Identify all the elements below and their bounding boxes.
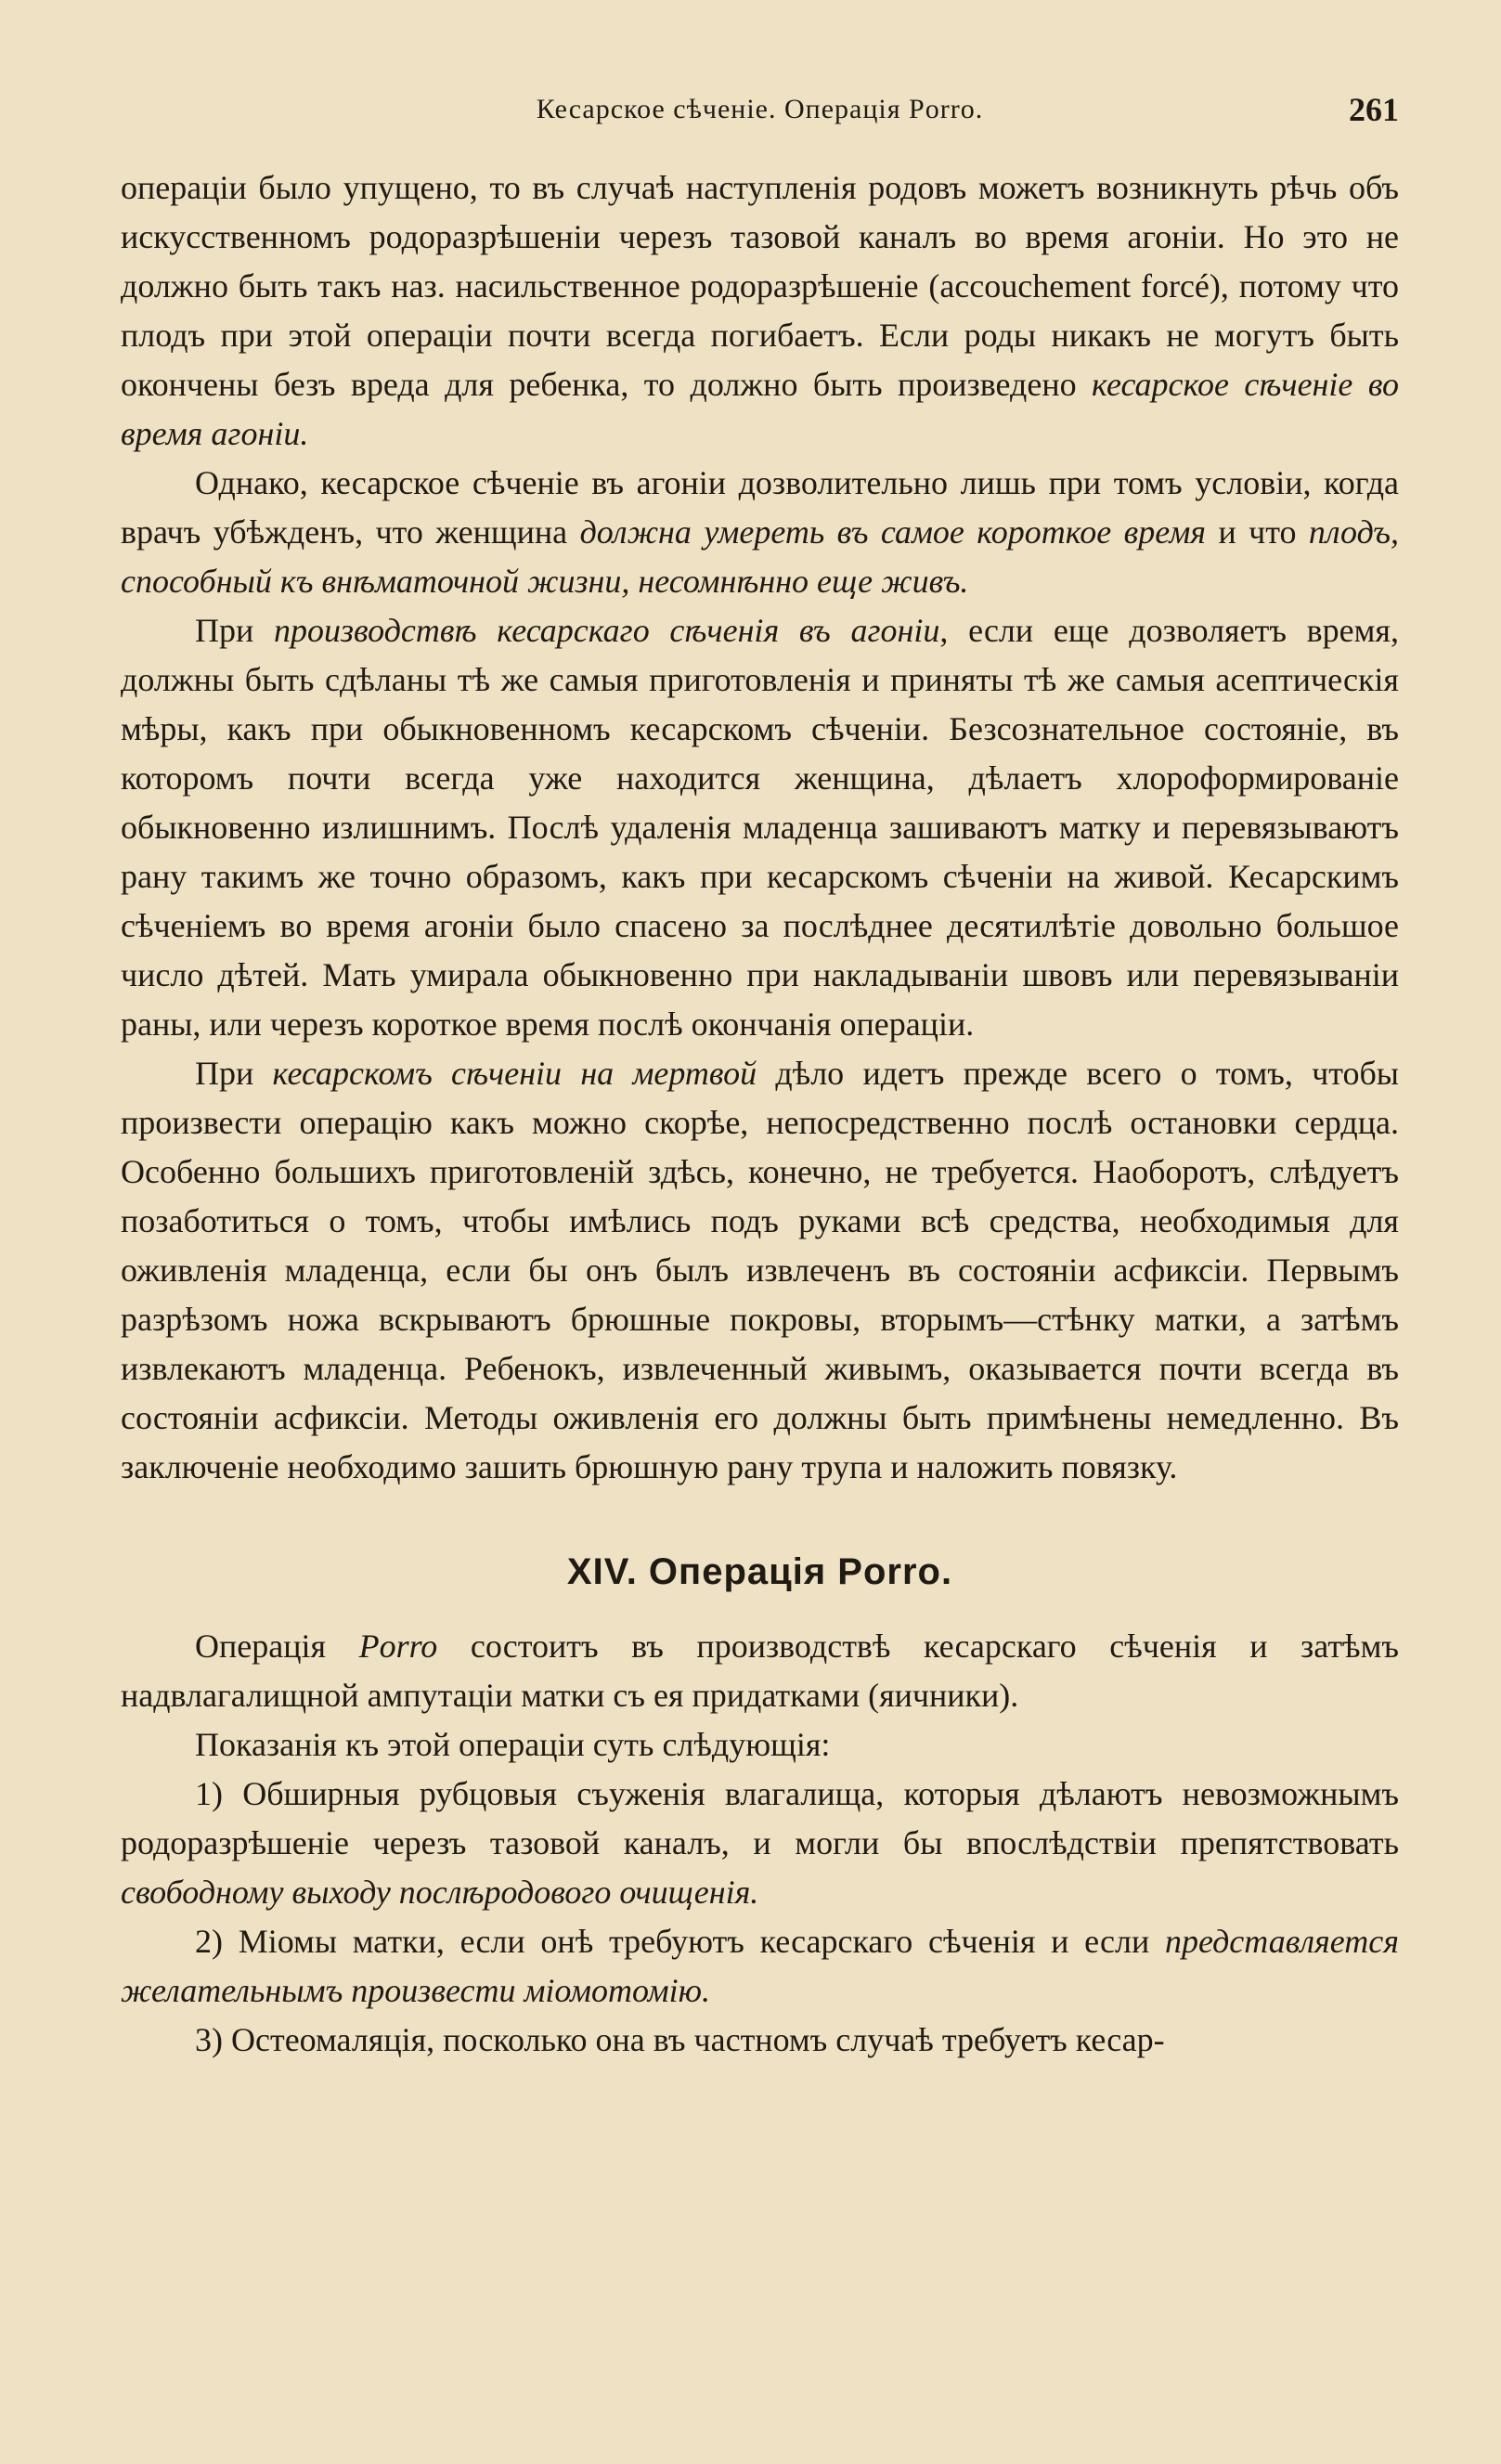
page-number: 261 [1349, 91, 1399, 128]
text-run: операціи было упущено, то въ случаѣ наступленія родовъ можетъ возникнуть рѣчь объ искусственномъ родоразрѣшеніи черезъ тазовой каналъ во время агоніи. Но это не должно быть такъ наз. насильственное родоразрѣшеніе (accouchement forcé), потому что плодъ при этой операціи почти всегда погибаетъ. Если роды никакъ не могутъ быть окончены безъ вреда для ребенка, то должно быть произведено [121, 169, 1399, 403]
text-run: , если еще дозволяетъ время, должны быть сдѣланы тѣ же самыя приготовленія и приняты тѣ же самыя асептическія мѣры, какъ при обыкновенномъ кесарскомъ сѣченіи. Безсознательное состояніе, въ которомъ почти всегда уже находится женщина, дѣлаетъ хлороформированіе обыкновенно излишнимъ. Послѣ удаленія младенца зашиваютъ матку и перевязываютъ рану такимъ же точно образомъ, какъ при кесарскомъ сѣченіи на живой. Кесарскимъ сѣченіемъ во время агоніи было спасено за послѣднее десятилѣтіе довольно большое число дѣтей. Мать умирала обыкновенно при накладываніи швовъ или перевязываніи раны, или черезъ короткое время послѣ окончанія операціи. [121, 612, 1399, 1043]
italic-run: представляется желательнымъ произвести міомотомію. [121, 1923, 1399, 2009]
section-paragraphs [121, 1622, 1399, 2065]
paragraph [121, 606, 1399, 1049]
text-run: 2) Міомы матки, если онѣ требуютъ кесарскаго сѣченія и если [195, 1923, 1166, 1960]
text-run: состоитъ въ производствѣ кесарскаго сѣченія и затѣмъ надвлагалищной ампутаціи матки съ ея придатками (яичники). [121, 1628, 1399, 1714]
text-run: Операція [195, 1628, 359, 1665]
text-run: 3) Остеомаляція, посколько она въ частномъ случаѣ требуетъ кесар- [195, 2021, 1165, 2058]
italic-run: производствѣ кесарскаго сѣченія въ агоніи [273, 612, 940, 649]
italic-run: кесарское сѣченіе во время агоніи. [121, 366, 1399, 452]
running-head [121, 84, 1399, 136]
text-run: Показанія къ этой операціи суть слѣдующія: [195, 1726, 831, 1763]
paragraph [121, 1917, 1399, 2016]
italic-run: плодъ, способный къ внѣматочной жизни, несомнѣнно еще живъ. [121, 513, 1399, 600]
text-run: При [195, 1055, 273, 1092]
text-run: Однако, кесарское сѣченіе въ агоніи дозволительно лишь при томъ условіи, когда врачъ убѣжденъ, что женщина [121, 464, 1399, 551]
paragraph [121, 1720, 1399, 1770]
paragraph [121, 459, 1399, 606]
page-body [121, 163, 1399, 2065]
paragraph [121, 1622, 1399, 1720]
paragraph [121, 1770, 1399, 1917]
paragraph [121, 163, 1399, 459]
text-run: При [195, 612, 274, 649]
italic-run: свободному выходу послѣродового очищенія. [121, 1874, 759, 1911]
italic-run: должна умереть въ самое короткое время [579, 513, 1207, 551]
text-run: 1) Обширныя рубцовыя съуженія влагалища, которыя дѣлаютъ невозможнымъ родоразрѣшеніе черезъ тазовой каналъ, и могли бы впослѣдствіи препятствовать [121, 1775, 1399, 1861]
italic-run: Porro [358, 1628, 438, 1665]
section-heading: XIV. Операція Porro. [566, 1551, 953, 1592]
italic-run: кесарскомъ сѣченіи на мертвой [272, 1055, 757, 1092]
text-run: и что [1206, 513, 1309, 551]
text-run: дѣло идетъ прежде всего о томъ, чтобы произвести операцію какъ можно скорѣе, непосредственно послѣ остановки сердца. Особенно большихъ приготовленій здѣсь, конечно, не требуется. Наоборотъ, слѣдуетъ позаботиться о томъ, чтобы имѣлись подъ руками всѣ средства, необходимыя для оживленія младенца, если бы онъ былъ извлеченъ въ состояніи асфиксіи. Первымъ разрѣзомъ ножа вскрываютъ брюшные покровы, вторымъ—стѣнку матки, а затѣмъ извлекаютъ младенца. Ребенокъ, извлеченный живымъ, оказывается почти всегда въ состояніи асфиксіи. Методы оживленія его должны быть примѣнены немедленно. Въ заключеніе необходимо зашить брюшную рану трупа и наложить повязку. [121, 1055, 1399, 1485]
running-title: Кесарское сѣченіе. Операція Porro. [536, 94, 984, 124]
paragraph [121, 1049, 1399, 1492]
paragraph [121, 2016, 1399, 2065]
intro-paragraphs [121, 163, 1399, 1492]
